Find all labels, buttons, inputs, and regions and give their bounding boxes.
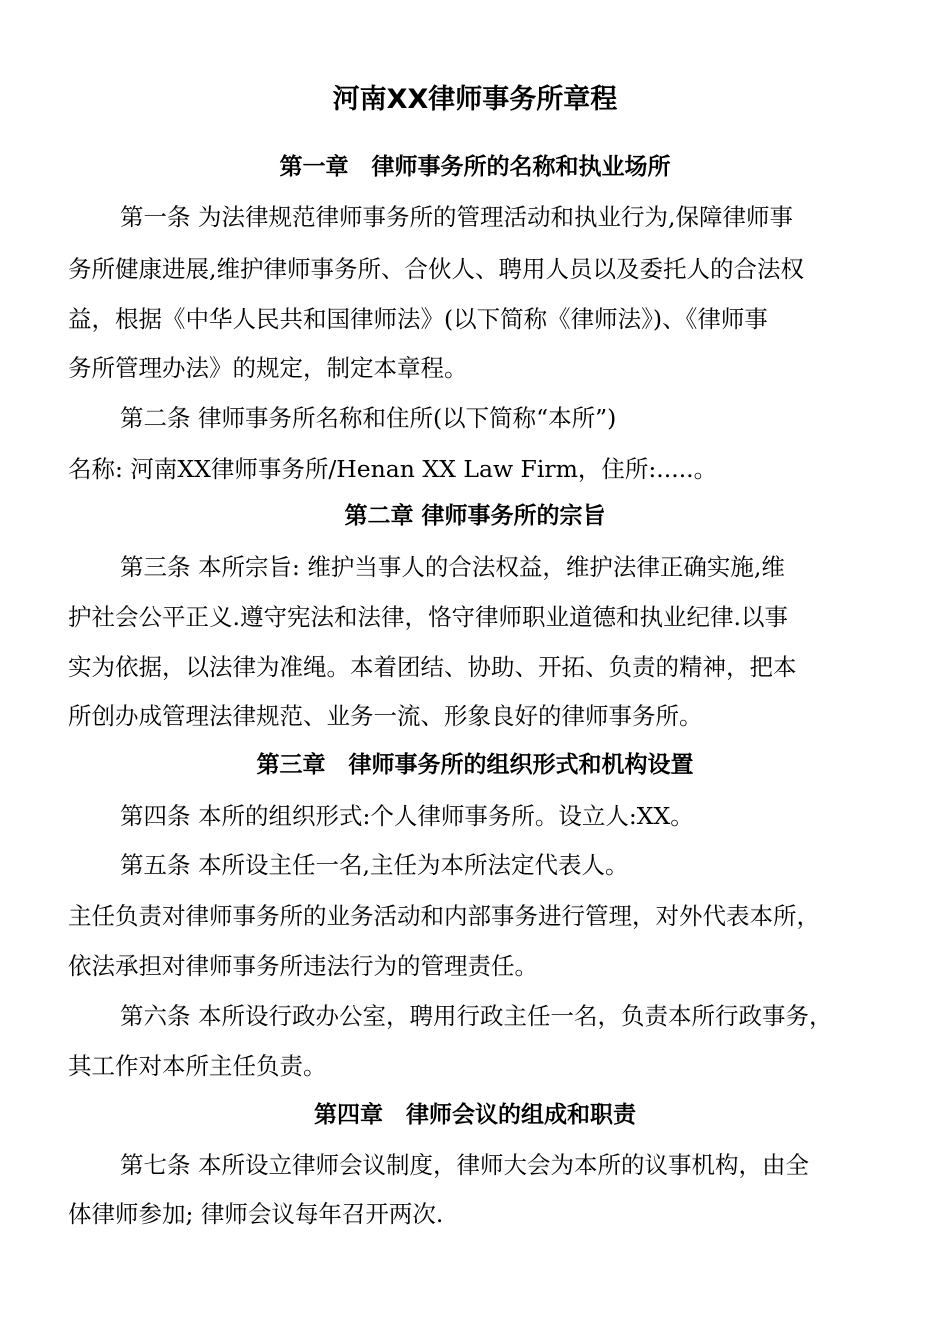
article-2-line-1: 第二条 律师事务所名称和住所(以下简称“本所”) bbox=[120, 404, 617, 432]
chapter-3-heading: 第三章 律师事务所的组织形式和机构设置 bbox=[256, 752, 694, 778]
article-7-line-2: 体律师参加; 律师会议每年召开两次. bbox=[68, 1200, 444, 1228]
article-1-line-4: 务所管理办法》的规定，制定本章程。 bbox=[68, 354, 468, 382]
chapter-1-heading: 第一章 律师事务所的名称和执业场所 bbox=[279, 154, 671, 180]
article-1-line-3: 益，根据《中华人民共和国律师法》(以下简称《律师法》)、《律师事 bbox=[68, 305, 768, 333]
firm-name-address: 名称: 河南XX律师事务所/Henan XX Law Firm，住所:.....。 bbox=[68, 455, 718, 483]
article-1-line-2: 务所健康进展,维护律师事务所、合伙人、聘用人员以及委托人的合法权 bbox=[68, 255, 804, 283]
article-5-line-1: 第五条 本所设主任一名,主任为本所法定代表人。 bbox=[120, 851, 629, 879]
chapter-2-heading: 第二章 律师事务所的宗旨 bbox=[344, 503, 606, 529]
article-3-line-4: 所创办成管理法律规范、业务一流、形象良好的律师事务所。 bbox=[68, 702, 703, 730]
article-5-line-2: 主任负责对律师事务所的业务活动和内部事务进行管理，对外代表本所， bbox=[68, 902, 820, 930]
article-3-line-1: 第三条 本所宗旨: 维护当事人的合法权益，维护法律正确实施,维 bbox=[120, 553, 785, 581]
article-1-line-1: 第一条 为法律规范律师事务所的管理活动和执业行为,保障律师事 bbox=[120, 203, 793, 231]
article-3-line-2: 护社会公平正义.遵守宪法和法律，恪守律师职业道德和执业纪律.以事 bbox=[68, 603, 788, 631]
article-5-line-3: 依法承担对律师事务所违法行为的管理责任。 bbox=[68, 952, 538, 980]
document-title: 河南XX律师事务所章程 bbox=[332, 84, 618, 115]
article-3-line-3: 实为依据，以法律为准绳。本着团结、协助、开拓、负责的精神，把本 bbox=[68, 653, 797, 681]
chapter-4-heading: 第四章 律师会议的组成和职责 bbox=[314, 1102, 636, 1128]
article-6-line-2: 其工作对本所主任负责。 bbox=[68, 1052, 327, 1080]
article-6-line-1: 第六条 本所设行政办公室，聘用行政主任一名，负责本所行政事务， bbox=[120, 1002, 833, 1030]
article-4-line-1: 第四条 本所的组织形式:个人律师事务所。设立人:XX。 bbox=[120, 802, 694, 830]
article-7-line-1: 第七条 本所设立律师会议制度，律师大会为本所的议事机构，由全 bbox=[120, 1151, 809, 1179]
